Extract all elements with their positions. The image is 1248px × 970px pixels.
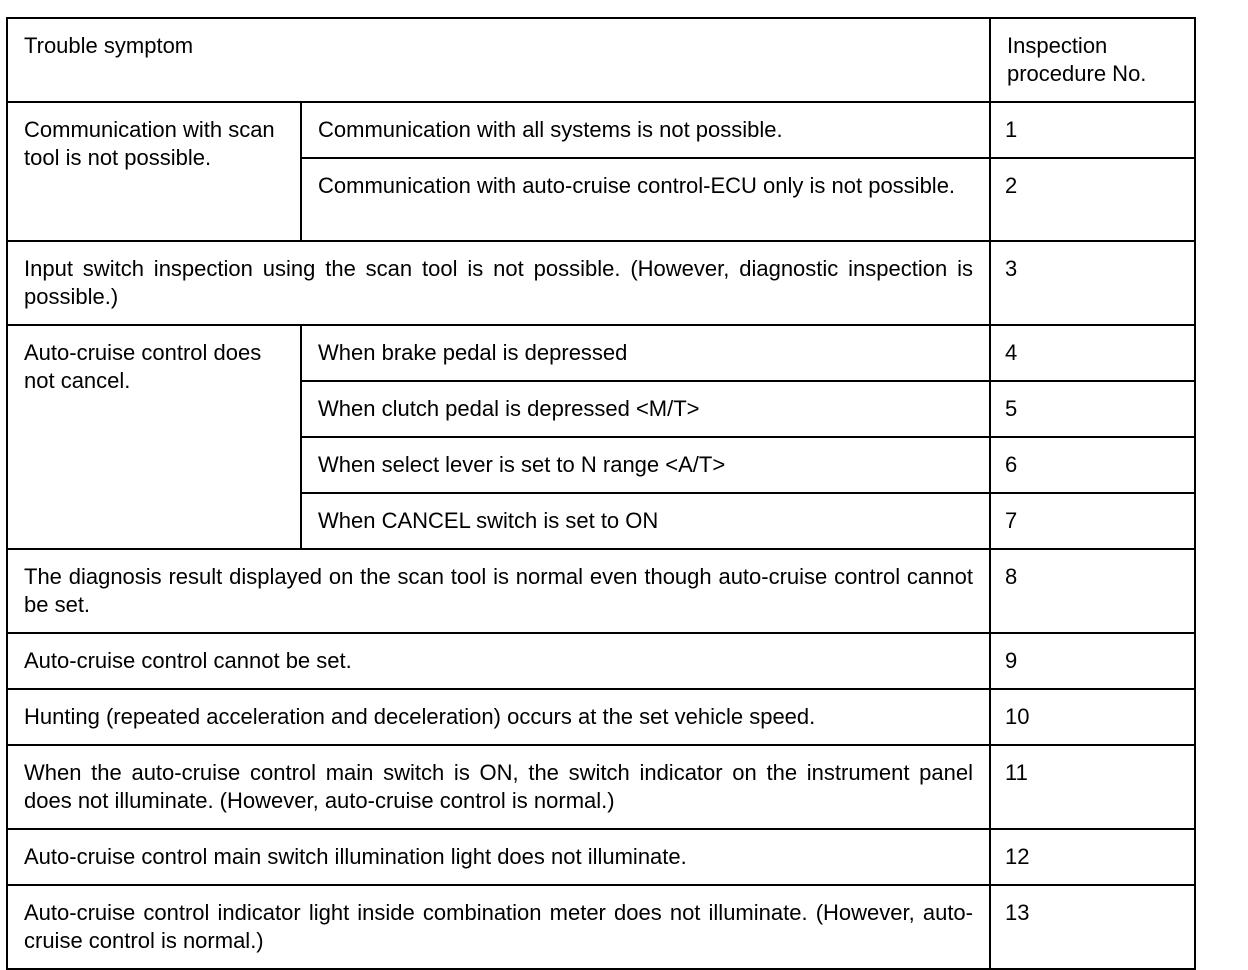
- symptom-cell: Auto-cruise control cannot be set.: [7, 633, 990, 689]
- group-label-no-cancel: Auto-cruise control does not cancel.: [7, 325, 301, 549]
- procedure-number: 3: [990, 241, 1195, 325]
- trouble-symptom-table: [6, 17, 1196, 970]
- procedure-number: 12: [990, 829, 1195, 885]
- table-row: [7, 689, 1195, 745]
- table-row: [7, 829, 1195, 885]
- symptom-cell: When clutch pedal is depressed <M/T>: [301, 381, 990, 437]
- procedure-number: 6: [990, 437, 1195, 493]
- symptom-cell: Input switch inspection using the scan tool is not possible. (However, diagnostic inspection is possible.): [7, 241, 990, 325]
- symptom-cell: Hunting (repeated acceleration and deceleration) occurs at the set vehicle speed.: [7, 689, 990, 745]
- procedure-number: 11: [990, 745, 1195, 829]
- procedure-number: 9: [990, 633, 1195, 689]
- symptom-cell: Auto-cruise control indicator light inside combination meter does not illuminate. (However, auto-cruise control is normal.): [7, 885, 990, 969]
- procedure-number: 10: [990, 689, 1195, 745]
- procedure-number: 8: [990, 549, 1195, 633]
- table-row: [7, 633, 1195, 689]
- symptom-cell: Communication with all systems is not possible.: [301, 102, 990, 158]
- header-inspection-procedure: Inspection procedure No.: [990, 18, 1195, 102]
- procedure-number: 4: [990, 325, 1195, 381]
- header-trouble-symptom: Trouble symptom: [7, 18, 990, 102]
- symptom-cell: When select lever is set to N range <A/T>: [301, 437, 990, 493]
- procedure-number: 7: [990, 493, 1195, 549]
- procedure-number: 1: [990, 102, 1195, 158]
- table-row: [7, 102, 1195, 158]
- procedure-number: 5: [990, 381, 1195, 437]
- table-row: [7, 241, 1195, 325]
- procedure-number: 2: [990, 158, 1195, 241]
- table-row: [7, 885, 1195, 969]
- symptom-cell: When the auto-cruise control main switch is ON, the switch indicator on the instrument panel does not illuminate. (However, auto-cruise control is normal.): [7, 745, 990, 829]
- symptom-cell: Auto-cruise control main switch illumination light does not illuminate.: [7, 829, 990, 885]
- procedure-number: 13: [990, 885, 1195, 969]
- table-row: [7, 549, 1195, 633]
- symptom-cell: When brake pedal is depressed: [301, 325, 990, 381]
- group-label-communication: Communication with scan tool is not possible.: [7, 102, 301, 241]
- symptom-cell: Communication with auto-cruise control-ECU only is not possible.: [301, 158, 990, 241]
- symptom-cell: The diagnosis result displayed on the scan tool is normal even though auto-cruise control cannot be set.: [7, 549, 990, 633]
- table-row: [7, 745, 1195, 829]
- table-row: [7, 325, 1195, 381]
- table-header-row: [7, 18, 1195, 102]
- symptom-cell: When CANCEL switch is set to ON: [301, 493, 990, 549]
